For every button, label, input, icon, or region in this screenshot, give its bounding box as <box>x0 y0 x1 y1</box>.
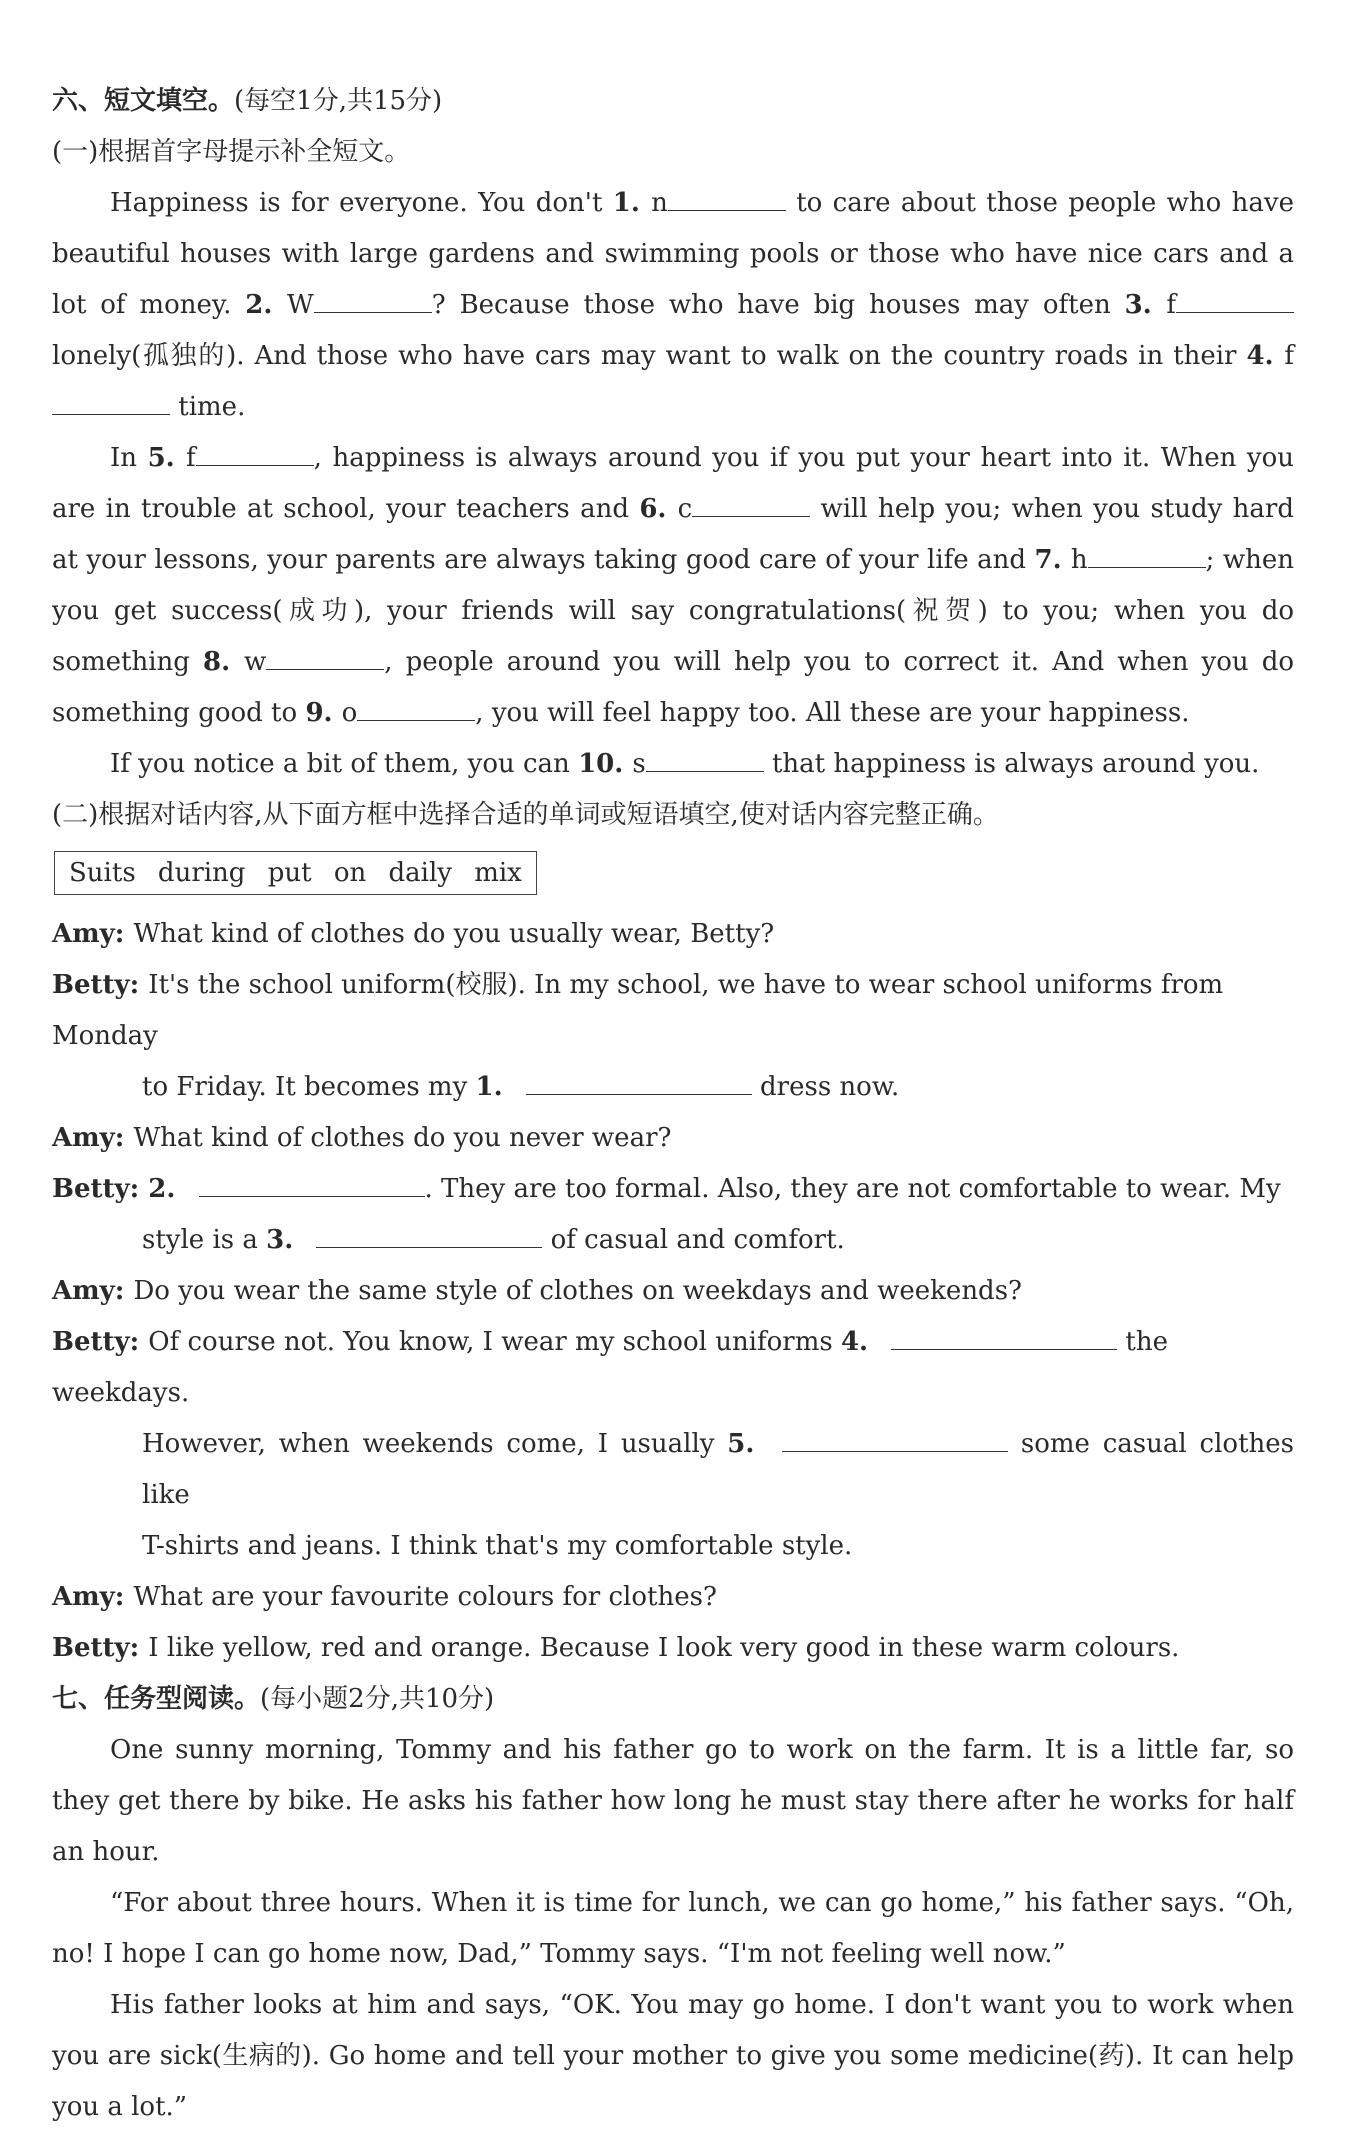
dialogue-line <box>52 1419 1294 1521</box>
section7-score-note: (每小题2分,共10分) <box>260 1684 495 1714</box>
answer-blank[interactable] <box>1176 282 1294 313</box>
answer-blank[interactable] <box>692 486 810 517</box>
initial-letter-hint: f <box>1166 290 1176 320</box>
initial-letter-hint: n <box>651 188 668 218</box>
text-span: If you notice a bit of them, you can <box>110 749 579 779</box>
reading-paragraph: One sunny morning, Tommy and his father go to work on the farm. It is a little far, so they get there by bike. He asks his father how long he must stay there after he works for half an hour. <box>52 1735 1294 1867</box>
speaker-name: Amy: <box>52 1276 134 1306</box>
text-span: T-shirts and jeans. I think that's my comfortable style. <box>142 1531 853 1561</box>
answer-blank[interactable] <box>314 282 432 313</box>
text-span: will help you; when you study hard at your lessons, your parents are always taking good care of your life and <box>52 494 1294 575</box>
answer-blank[interactable] <box>646 741 764 772</box>
text-span: dress now. <box>751 1072 900 1102</box>
answer-blank[interactable] <box>266 639 384 670</box>
text-span: I like yellow, red and orange. Because I look very good in these warm colours. <box>148 1633 1180 1663</box>
answer-blank[interactable] <box>668 180 786 211</box>
question-number: 3. <box>1124 290 1167 320</box>
dialogue-line <box>52 1572 1294 1623</box>
speaker-name: Betty: <box>52 1633 149 1663</box>
question-number: 8. <box>203 647 245 677</box>
question-number: 5. <box>147 443 187 473</box>
text-span: ; when you get success(成功), your friends will say congratulations(祝贺) to you; when you do something <box>52 545 1295 677</box>
dialogue-line <box>52 1215 1294 1266</box>
answer-blank[interactable] <box>782 1421 1008 1452</box>
answer-blank[interactable] <box>357 690 475 721</box>
section7-title: 七、任务型阅读。 <box>52 1684 261 1714</box>
part1-instruction: (一)根据首字母提示补全短文。 <box>52 137 411 167</box>
section6-heading <box>52 76 1294 127</box>
section6-score-note: (每空1分,共15分) <box>234 86 443 116</box>
answer-blank[interactable] <box>891 1319 1117 1350</box>
speaker-name: Betty: <box>52 1327 149 1357</box>
question-number: 9. <box>305 698 342 728</box>
text-span: What are your favourite colours for clothes? <box>133 1582 717 1612</box>
question-number: 5. <box>727 1429 769 1459</box>
word-box-options: Suits during put on daily mix <box>69 858 522 888</box>
dialogue-line <box>52 960 1294 1062</box>
text-span: some casual clothes like <box>142 1429 1294 1510</box>
answer-blank[interactable] <box>199 1166 425 1197</box>
text-span: the weekdays. <box>52 1327 1169 1408</box>
dialogue-line <box>52 909 1294 960</box>
text-span: Do you wear the same style of clothes on weekdays and weekends? <box>133 1276 1022 1306</box>
question-number: 2. <box>148 1174 185 1204</box>
text-span: time. <box>170 392 246 422</box>
question-number: 3. <box>266 1225 303 1255</box>
dialogue-line <box>52 1062 1294 1113</box>
text-span: What kind of clothes do you never wear? <box>133 1123 672 1153</box>
text-span: that happiness is always around you. <box>763 749 1260 779</box>
text-span: In <box>110 443 148 473</box>
text-span: Happiness is for everyone. You don't <box>110 188 613 218</box>
text-span: to Friday. It becomes my <box>142 1072 476 1102</box>
question-number: 10. <box>578 749 633 779</box>
answer-blank[interactable] <box>316 1217 542 1248</box>
answer-blank[interactable] <box>52 384 170 415</box>
speaker-name: Amy: <box>52 919 134 949</box>
text-span: , you will feel happy too. All these are your happiness. <box>475 698 1190 728</box>
speaker-name: Betty: <box>52 970 149 1000</box>
question-number: 2. <box>245 290 288 320</box>
section7-heading <box>52 1674 1294 1725</box>
dialogue-line <box>52 1113 1294 1164</box>
dialogue-line <box>52 1623 1294 1674</box>
reading-paragraph: His father looks at him and says, “OK. You may go home. I don't want you to work when you are sick(生病的). Go home and tell your mother to give you some medicine(药). It can help you a lot.” <box>52 1990 1294 2122</box>
question-number: 4. <box>840 1327 878 1357</box>
text-span: style is a <box>142 1225 267 1255</box>
text-span: ? Because those who have big houses may often <box>431 290 1125 320</box>
passage-paragraph <box>52 178 1294 433</box>
answer-blank[interactable] <box>196 435 314 466</box>
dialogue-line <box>52 1164 1294 1215</box>
question-number: 6. <box>639 494 678 524</box>
answer-blank[interactable] <box>1088 537 1206 568</box>
text-span: Of course not. You know, I wear my school uniforms <box>148 1327 841 1357</box>
initial-letter-hint: s <box>632 749 646 779</box>
dialogue-line <box>52 1521 1294 1572</box>
passage-paragraph <box>52 739 1294 790</box>
dialogue-line <box>52 1266 1294 1317</box>
passage-paragraph <box>52 433 1294 739</box>
text-span: , people around you will help you to correct it. And when you do something good to <box>52 647 1295 728</box>
text-span: to care about those people who have beautiful houses with large gardens and swimming pools or those who have nice cars and a lot of money. <box>52 188 1294 320</box>
speaker-name: Amy: <box>52 1582 134 1612</box>
initial-letter-hint: h <box>1070 545 1088 575</box>
initial-letter-hint: c <box>677 494 693 524</box>
question-number: 1. <box>612 188 652 218</box>
section6-title: 六、短文填空。 <box>52 86 235 116</box>
text-span: of casual and comfort. <box>542 1225 845 1255</box>
speaker-name: Amy: <box>52 1123 134 1153</box>
answer-blank[interactable] <box>526 1064 752 1095</box>
dialogue <box>52 909 1294 1674</box>
reading-passage <box>52 1725 1294 2133</box>
initial-letter-hint: w <box>244 647 267 677</box>
speaker-name: Betty: <box>52 1174 149 1204</box>
text-span: However, when weekends come, I usually <box>142 1429 728 1459</box>
question-number: 4. <box>1246 341 1285 371</box>
dialogue-line <box>52 1317 1294 1419</box>
text-span: . They are too formal. Also, they are not comfortable to wear. My <box>424 1174 1281 1204</box>
question-number: 1. <box>475 1072 512 1102</box>
question-number: 7. <box>1034 545 1071 575</box>
text-span: , happiness is always around you if you put your heart into it. When you are in trouble at school, your teachers and <box>52 443 1295 524</box>
cloze-passage <box>52 178 1294 790</box>
text-span: lonely(孤独的). And those who have cars may want to walk on the country roads in their <box>52 341 1247 371</box>
part2-instruction: (二)根据对话内容,从下面方框中选择合适的单词或短语填空,使对话内容完整正确。 <box>52 800 999 830</box>
initial-letter-hint: o <box>341 698 358 728</box>
initial-letter-hint: f <box>1284 341 1294 371</box>
text-span: What kind of clothes do you usually wear, Betty? <box>133 919 775 949</box>
initial-letter-hint: W <box>287 290 314 320</box>
reading-paragraph: “For about three hours. When it is time for lunch, we can go home,” his father says. “Oh, no! I hope I can go home now, Dad,” Tommy says. “I'm not feeling well now.” <box>52 1888 1294 1969</box>
text-span: It's the school uniform(校服). In my school, we have to wear school uniforms from Monday <box>52 970 1224 1051</box>
word-box <box>54 851 537 895</box>
initial-letter-hint: f <box>186 443 196 473</box>
